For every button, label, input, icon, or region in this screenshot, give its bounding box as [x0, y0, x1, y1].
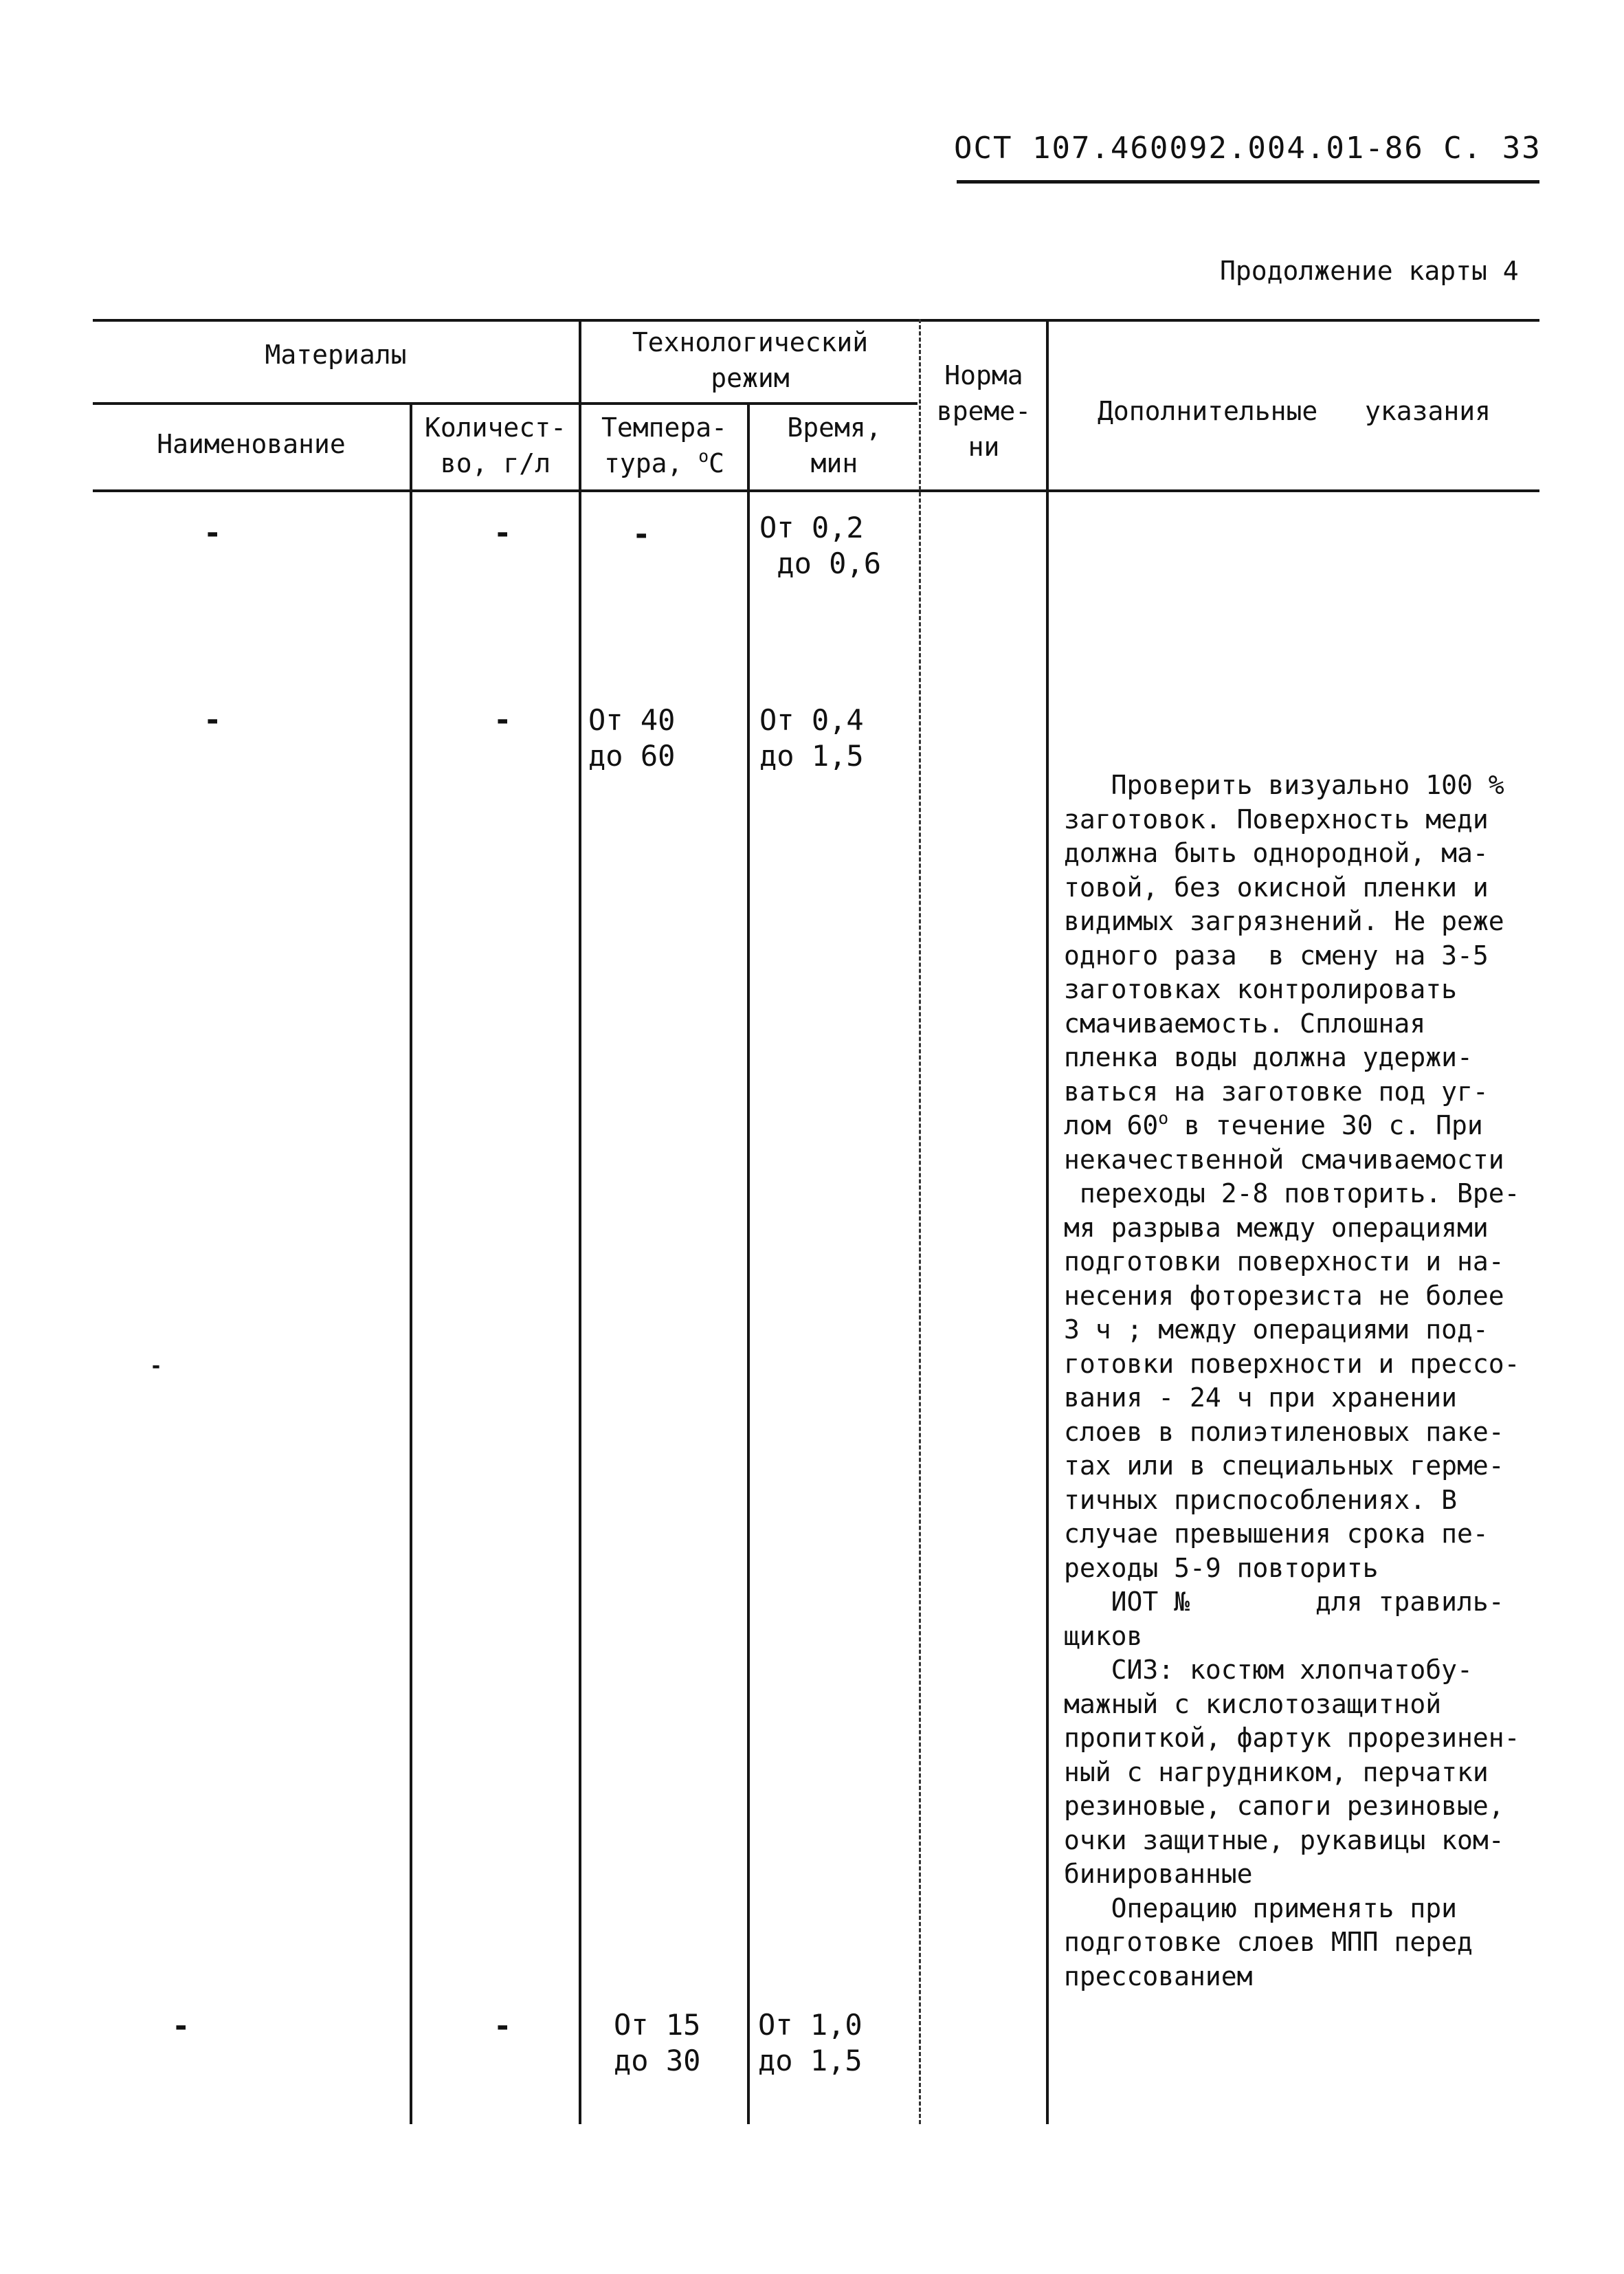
note-line: щиков [1064, 1620, 1143, 1651]
note-line: Проверить визуально 100 % [1064, 770, 1504, 800]
header-norm: Норма време- ни [936, 360, 1032, 462]
note-line: ный с нагрудником, перчатки [1064, 1756, 1489, 1787]
col-divider-time [919, 319, 921, 2124]
note-line: ИОТ № для травиль- [1064, 1587, 1504, 1617]
col-divider-norm [1046, 319, 1049, 2124]
note-line: подготовке слоев МПП перед [1064, 1927, 1473, 1957]
row2-quantity: - [493, 703, 512, 738]
note-line: бинированные [1064, 1859, 1253, 1889]
header-bottom-rule [93, 489, 1539, 492]
note-line: смачиваемость. Сплошная [1064, 1008, 1426, 1039]
note-line: готовки поверхности и прессо- [1064, 1348, 1520, 1379]
header-temperature: Темпера- тура, $^o$С [601, 412, 728, 478]
row4-name: - [172, 2009, 190, 2044]
row4-temperature: От 15 до 30 [614, 2008, 701, 2077]
note-line: реходы 5-9 повторить [1064, 1552, 1379, 1583]
row1-name: - [203, 516, 222, 551]
page-header: ОСТ 107.460092.004.01-86 С. 33 [954, 131, 1542, 166]
note-line: СИЗ: костюм хлопчатобу- [1064, 1655, 1473, 1685]
header-additional: Дополнительные указания [1098, 396, 1491, 426]
degree-sign: o [1158, 1108, 1169, 1129]
note-line: пленка воды должна удержи- [1064, 1042, 1473, 1072]
note-line: лом 60$^o$ в течение 30 с. При [1064, 1108, 1483, 1140]
note-line: мя разрыва между операциями [1064, 1212, 1489, 1243]
note-line: тичных приспособлениях. В [1064, 1484, 1457, 1515]
row4-time: От 1,0 до 1,5 [758, 2008, 863, 2077]
header-tech-mode: Технологический режим [632, 327, 869, 393]
note-line: заготовках контролировать [1064, 974, 1457, 1004]
header-name: Наименование [157, 429, 346, 459]
note-line: случае превышения срока пе- [1064, 1519, 1489, 1549]
header-time: Время, мин [787, 412, 882, 478]
header-mid-rule [93, 402, 917, 405]
degree-sign: o [698, 446, 709, 467]
col-divider-name [410, 402, 412, 2124]
note-line: подготовки поверхности и на- [1064, 1246, 1504, 1277]
note-line: резиновые, сапоги резиновые, [1064, 1791, 1504, 1821]
row1-temperature: - [632, 517, 651, 552]
note-line: слоев в полиэтиленовых паке- [1064, 1416, 1504, 1447]
note-line: ваться на заготовке под уг- [1064, 1076, 1489, 1107]
row1-time: От 0,2 до 0,6 [759, 511, 882, 580]
note-line: 3 ч ; между операциями под- [1064, 1314, 1489, 1345]
note-line: несения фоторезиста не более [1064, 1280, 1504, 1311]
note-line: очки защитные, рукавицы ком- [1064, 1824, 1504, 1855]
note-line: заготовок. Поверхность меди [1064, 804, 1489, 835]
continuation-label: Продолжение карты 4 [1220, 256, 1519, 286]
note-line: некачественной смачиваемости [1064, 1144, 1504, 1175]
additional-instructions [1064, 769, 1538, 1994]
note-line: товой, без окисной пленки и [1064, 872, 1489, 903]
row3-name: - [150, 1354, 163, 1378]
note-line: Операцию применять при [1064, 1892, 1457, 1923]
header-quantity: Количест- во, г/л [425, 412, 566, 478]
row2-time: От 0,4 до 1,5 [759, 703, 864, 773]
row1-quantity: - [493, 516, 512, 551]
note-line: видимых загрязнений. Не реже [1064, 906, 1504, 936]
note-line: тах или в специальных герме- [1064, 1450, 1504, 1481]
note-line: вания - 24 ч при хранении [1064, 1382, 1457, 1413]
row2-name: - [203, 703, 222, 738]
col-divider-quantity [579, 319, 581, 2124]
note-line: прессованием [1064, 1961, 1253, 1991]
note-line: переходы 2-8 повторить. Вре- [1064, 1178, 1520, 1208]
header-materials: Материалы [265, 340, 407, 370]
note-line: мажный с кислотозащитной [1064, 1688, 1442, 1719]
note-line: пропиткой, фартук прорезинен- [1064, 1723, 1520, 1753]
row4-quantity: - [493, 2009, 512, 2044]
note-line: одного раза в смену на 3-5 [1064, 940, 1489, 971]
table-top-rule [93, 319, 1539, 322]
col-divider-temperature [747, 402, 750, 2124]
note-line: должна быть однородной, ма- [1064, 838, 1489, 868]
row2-temperature: От 40 до 60 [588, 703, 676, 773]
header-underline [957, 180, 1539, 184]
